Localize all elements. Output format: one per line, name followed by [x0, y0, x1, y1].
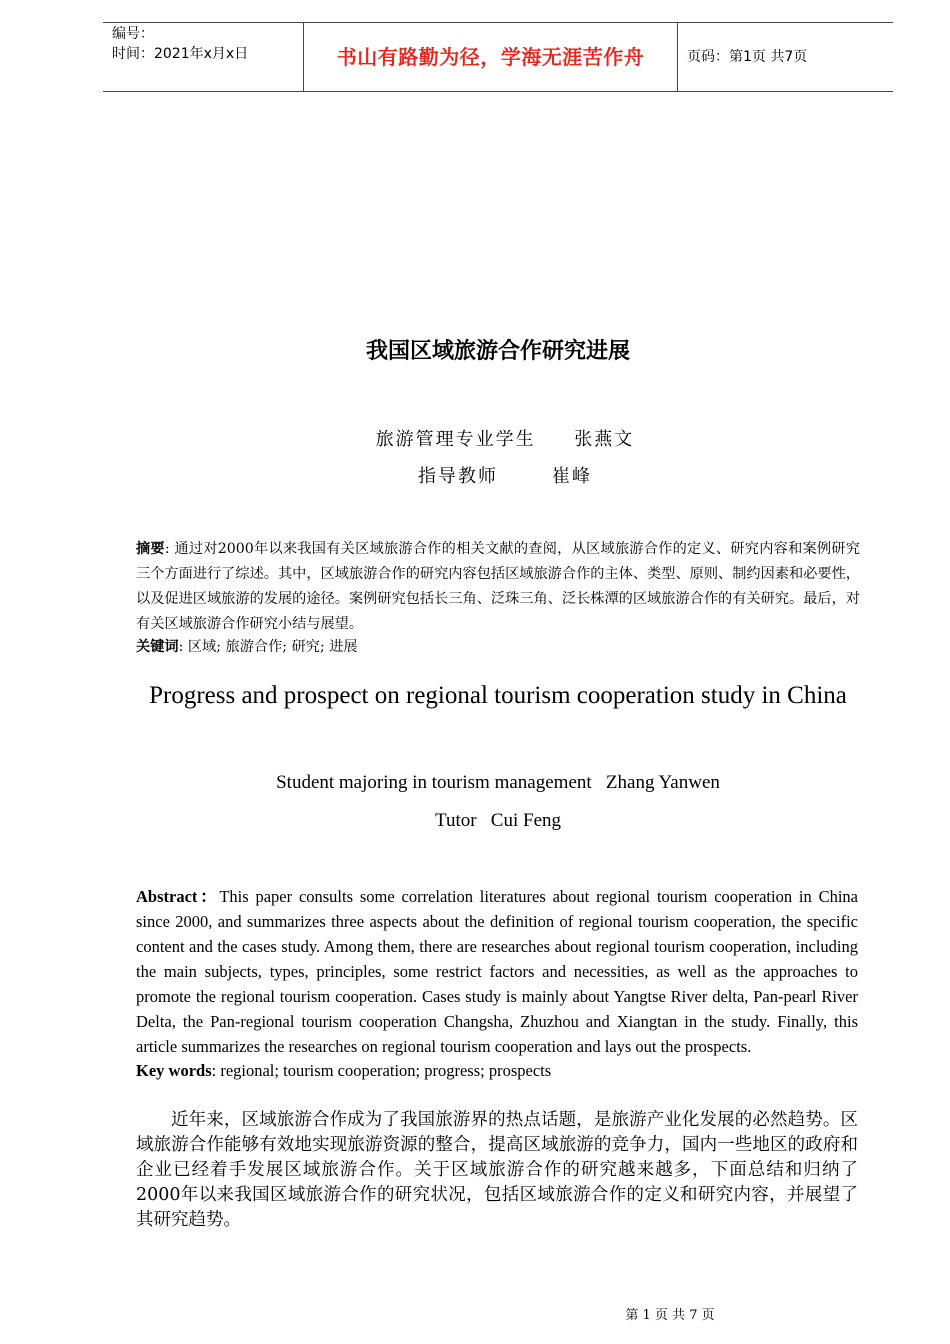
header-meta-cell: [103, 23, 304, 91]
chinese-abstract-text: : 通过对2000年以来我国有关区域旅游合作的相关文献的查阅，从区域旅游合作的定义、研究内容和案例研究三个方面进行了综述。其中，区域旅游合作的研究内容包括区域旅游合作的主体、类型、原则、制约因素和必要性，以及促进区域旅游的发展的途径。案例研究包括长三角、泛珠三角、泛长株潭的区域旅游合作的有关研究。最后，对有关区域旅游合作研究小结与展望。: [136, 541, 860, 632]
english-student-line: Student majoring in tourism management Zhang Yanwen: [276, 772, 720, 793]
english-tutor-line: Tutor Cui Feng: [435, 810, 561, 831]
english-abstract-text: This paper consults some correlation literatures about regional tourism cooperation in China since 2000, and summarizes three aspects about the definition of regional tourism cooperation, the specific content and the cases study. Among them, there are researches about regional tourism cooperation, including the main subjects, types, principles, some restrict factors and necessities, as well as the approaches to promote the regional tourism cooperation. Cases study is mainly about Yangtse River delta, Pan-pearl River Delta, the Pan-regional tourism cooperation Changsha, Zhuzhou and Xiangtan in the study. Finally, this article summarizes the researches on regional tourism cooperation and lays out the prospects.: [136, 887, 858, 1056]
chinese-tutor-line: 指导教师 崔峰: [417, 466, 593, 487]
english-abstract: [136, 884, 858, 1059]
header-motto-cell: [304, 23, 678, 91]
english-keywords: [136, 1058, 551, 1083]
chinese-keywords-text: : 区域; 旅游合作; 研究; 进展: [178, 639, 358, 655]
body-paragraph: 近年来，区域旅游合作成为了我国旅游界的热点话题，是旅游产业化发展的必然趋势。区域旅游合作能够有效地实现旅游资源的整合，提高区域旅游的竞争力，国内一些地区的政府和企业已经着手发展区域旅游合作。关于区域旅游合作的研究越来越多，下面总结和归纳了2000年以来我国区域旅游合作的研究状况，包括区域旅游合作的定义和研究内容，并展望了其研究趋势。: [136, 1110, 858, 1230]
english-keywords-label: Key words: [136, 1061, 212, 1080]
english-keywords-text: : regional; tourism cooperation; progress; prospects: [211, 1061, 552, 1080]
chinese-keywords-label: 关键词: [136, 639, 179, 655]
page-header: [103, 22, 893, 92]
english-abstract-label: Abstract：: [136, 887, 220, 906]
english-title: Progress and prospect on regional tourism cooperation study in China: [149, 682, 847, 709]
date-label: 时间：2021年x月x日: [112, 46, 249, 62]
page-info: 页码：第1页 共7页: [687, 49, 808, 65]
header-page-cell: [678, 23, 893, 91]
motto: 书山有路勤为径，学海无涯苦作舟: [336, 45, 645, 69]
serial-label: 编号：: [112, 26, 154, 42]
chinese-title: 我国区域旅游合作研究进展: [365, 339, 630, 364]
chinese-abstract: [136, 537, 860, 637]
page-footer: 第 1 页 共 7 页: [625, 1308, 715, 1323]
chinese-student-line: 旅游管理专业学生 张燕文: [375, 429, 635, 450]
chinese-abstract-label: 摘要: [136, 541, 165, 557]
chinese-keywords: [136, 635, 358, 660]
